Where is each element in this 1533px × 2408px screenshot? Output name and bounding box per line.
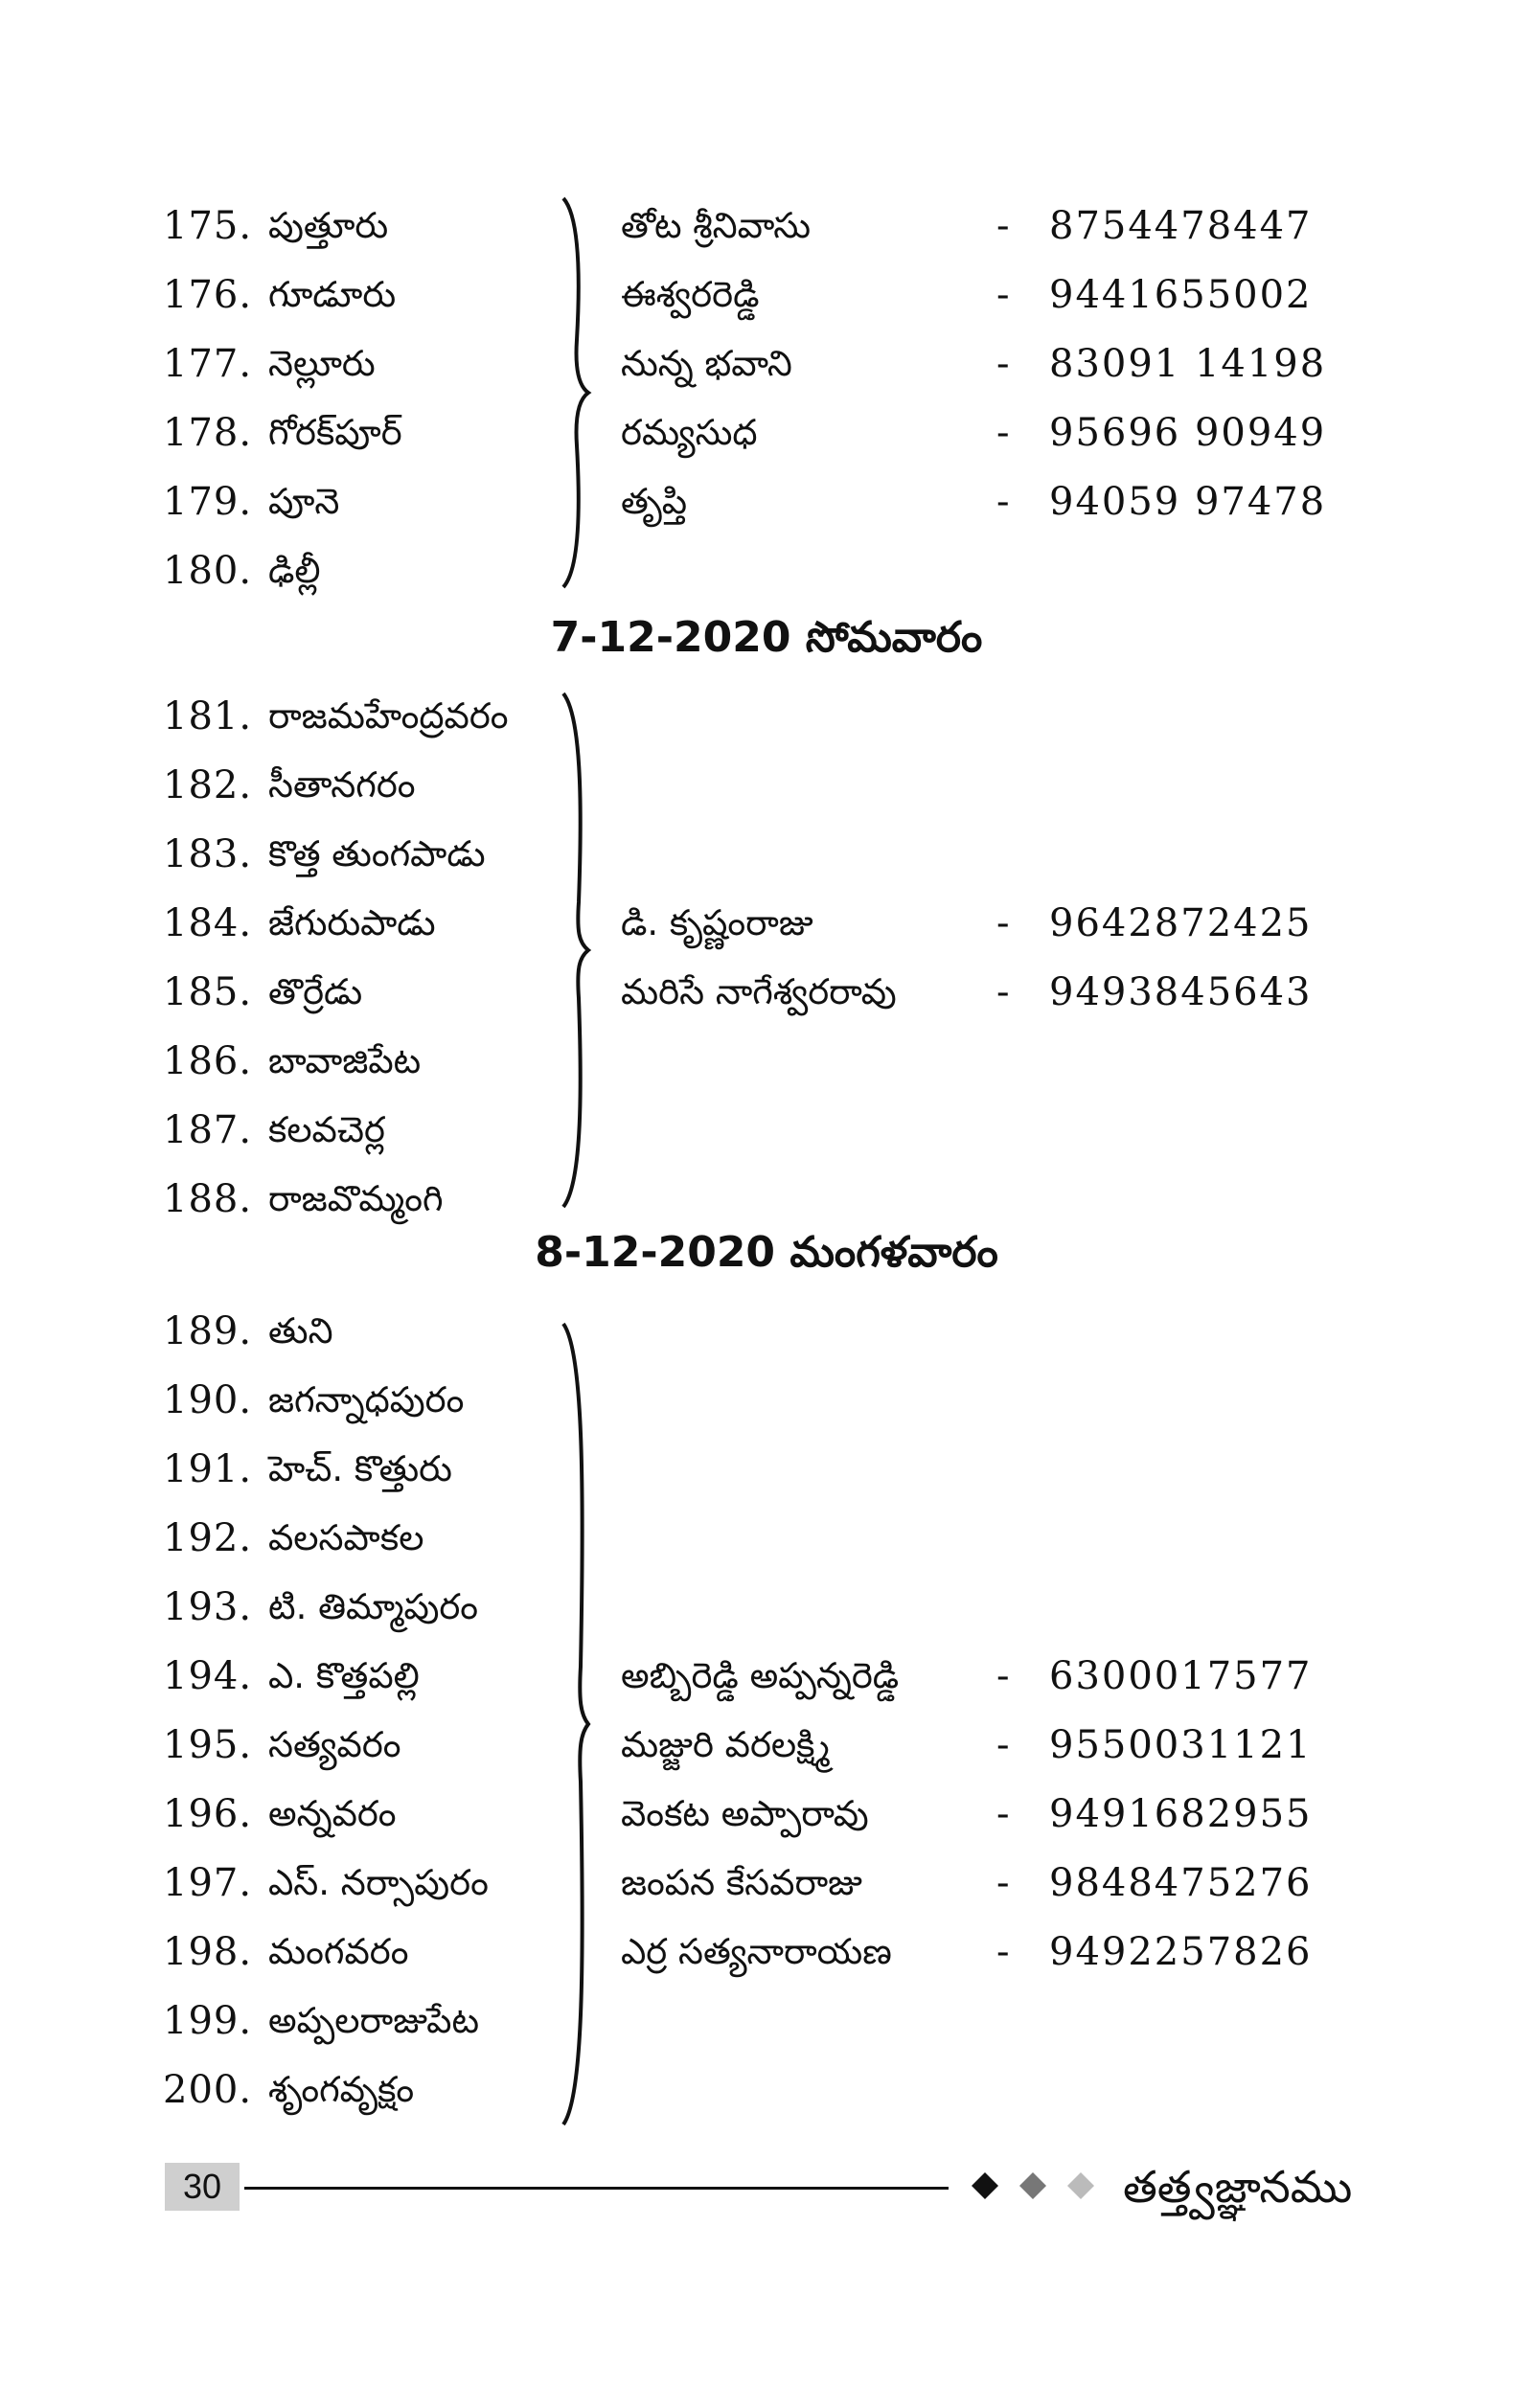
- entry-number: 190.: [163, 1378, 253, 1422]
- entry-number: 200.: [163, 2068, 253, 2112]
- list-item: [0, 1849, 1533, 1918]
- entry-number: 198.: [163, 1930, 253, 1974]
- place-name: ఎస్. నర్సాపురం: [268, 1862, 489, 1903]
- list-item: [0, 261, 1533, 329]
- list-item: [0, 1027, 1533, 1096]
- phone-number: 94059 97478: [1049, 480, 1327, 524]
- phone-number: 9493845643: [1049, 970, 1313, 1014]
- entry-number: 193.: [163, 1585, 253, 1629]
- separator-dash: -: [996, 1723, 1010, 1767]
- footer-rule: [244, 2187, 949, 2190]
- list-item: [0, 751, 1533, 820]
- footer-diamonds-ornament: [968, 2167, 1111, 2205]
- entry-number: 179.: [163, 480, 253, 524]
- list-item: [0, 1918, 1533, 1987]
- list-item: [0, 889, 1533, 958]
- list-item: [0, 398, 1533, 467]
- separator-dash: -: [996, 901, 1010, 945]
- phone-number: 9441655002: [1049, 273, 1313, 317]
- separator-dash: -: [996, 273, 1010, 317]
- list-item: [0, 1711, 1533, 1780]
- place-name: ఢిల్లీ: [268, 550, 321, 591]
- phone-number: 9492257826: [1049, 1930, 1313, 1974]
- entry-number: 181.: [163, 694, 253, 738]
- place-name: నెల్లూరు: [268, 343, 376, 384]
- list-item: [0, 1504, 1533, 1573]
- contact-person: మజ్జురి వరలక్ష్మి: [621, 1724, 830, 1765]
- phone-number: 9550031121: [1049, 1723, 1313, 1767]
- contact-person: నున్న భవాని: [621, 343, 792, 384]
- phone-number: 95696 90949: [1049, 411, 1327, 455]
- list-item: [0, 536, 1533, 605]
- place-name: కొత్త తుంగపాడు: [268, 833, 486, 875]
- entry-number: 197.: [163, 1861, 253, 1905]
- contact-person: మరిసే నాగేశ్వరరావు: [621, 971, 897, 1012]
- entry-number: 180.: [163, 549, 253, 593]
- place-name: టి. తిమ్మాపురం: [268, 1586, 479, 1627]
- place-name: సీతానగరం: [268, 764, 416, 806]
- entry-number: 196.: [163, 1792, 253, 1836]
- entry-number: 188.: [163, 1177, 253, 1221]
- phone-number: 9642872425: [1049, 901, 1313, 945]
- list-item: [0, 1435, 1533, 1504]
- date-heading-8-12-2020: 8-12-2020 మంగళవారం: [535, 1228, 998, 1277]
- entry-number: 175.: [163, 204, 253, 248]
- list-item: [0, 682, 1533, 751]
- separator-dash: -: [996, 1792, 1010, 1836]
- contact-person: డి. కృష్ణంరాజు: [621, 902, 813, 943]
- separator-dash: -: [996, 970, 1010, 1014]
- diamond-icon-dark: [972, 2172, 998, 2199]
- place-name: కలవచెర్ల: [268, 1109, 385, 1150]
- contact-person: తోట శ్రీనివాసు: [621, 205, 812, 246]
- list-item: [0, 467, 1533, 536]
- entry-number: 182.: [163, 763, 253, 807]
- entry-number: 186.: [163, 1039, 253, 1083]
- list-item: [0, 192, 1533, 261]
- date-heading-7-12-2020: 7-12-2020 సోమవారం: [550, 613, 983, 662]
- place-name: హెచ్. కొత్తురు: [268, 1448, 452, 1489]
- contact-person: రమ్యసుధ: [621, 412, 758, 453]
- place-name: అప్పలరాజుపేట: [268, 2000, 480, 2041]
- entry-number: 191.: [163, 1447, 253, 1491]
- phone-number: 8754478447: [1049, 204, 1313, 248]
- book-title: తత్త్వజ్ఞానము: [1123, 2161, 1353, 2213]
- entry-number: 176.: [163, 273, 253, 317]
- place-name: రాజవొమ్మంగి: [268, 1178, 444, 1219]
- phone-number: 9848475276: [1049, 1861, 1313, 1905]
- contact-person: అబ్బిరెడ్డి అప్పన్నరెడ్డి: [621, 1655, 900, 1696]
- diamond-icon-medium: [1019, 2172, 1046, 2199]
- place-name: వలసపాకల: [268, 1517, 424, 1558]
- list-item: [0, 2056, 1533, 2124]
- list-item: [0, 1573, 1533, 1642]
- list-item: [0, 1165, 1533, 1234]
- place-name: అన్నవరం: [268, 1793, 397, 1834]
- place-name: జగన్నాధపురం: [268, 1379, 465, 1420]
- separator-dash: -: [996, 1654, 1010, 1698]
- phone-number: 83091 14198: [1049, 342, 1327, 386]
- place-name: ఎ. కొత్తపల్లి: [268, 1655, 420, 1696]
- place-name: మంగవరం: [268, 1931, 409, 1972]
- list-item: [0, 820, 1533, 889]
- list-item: [0, 1297, 1533, 1366]
- contact-person: తృప్తి: [621, 481, 688, 522]
- entry-number: 195.: [163, 1723, 253, 1767]
- brace-section-3: [556, 1322, 594, 2126]
- diamond-icon-light: [1067, 2172, 1094, 2199]
- place-name: పుత్తూరు: [268, 205, 389, 246]
- page-number: 30: [165, 2163, 240, 2211]
- entry-number: 178.: [163, 411, 253, 455]
- place-name: గూడూరు: [268, 274, 397, 315]
- entry-number: 184.: [163, 901, 253, 945]
- contact-person: జంపన కేసవరాజు: [621, 1862, 862, 1903]
- place-name: సత్యవరం: [268, 1724, 401, 1765]
- entry-number: 189.: [163, 1309, 253, 1353]
- entry-number: 177.: [163, 342, 253, 386]
- entry-number: 185.: [163, 970, 253, 1014]
- separator-dash: -: [996, 1861, 1010, 1905]
- phone-number: 6300017577: [1049, 1654, 1313, 1698]
- list-item: [0, 329, 1533, 398]
- contact-person: ఈశ్వరరెడ్డి: [621, 274, 760, 315]
- place-name: గోరక్‌పూర్: [268, 412, 402, 453]
- phone-number: 9491682955: [1049, 1792, 1313, 1836]
- entry-number: 187.: [163, 1108, 253, 1152]
- place-name: జేగురుపాడు: [268, 902, 436, 943]
- entry-number: 194.: [163, 1654, 253, 1698]
- entry-number: 192.: [163, 1516, 253, 1560]
- place-name: బావాజిపేట: [268, 1040, 422, 1081]
- list-item: [0, 1096, 1533, 1165]
- separator-dash: -: [996, 1930, 1010, 1974]
- place-name: శృంగవృక్షం: [268, 2069, 415, 2110]
- separator-dash: -: [996, 342, 1010, 386]
- place-name: పూనె: [268, 481, 340, 522]
- place-name: తొర్రేడు: [268, 971, 363, 1012]
- brace-section-1: [556, 196, 594, 589]
- brace-section-2: [556, 692, 594, 1209]
- place-name: రాజమహేంద్రవరం: [268, 695, 509, 737]
- list-item: [0, 1780, 1533, 1849]
- contact-person: వెంకట అప్పారావు: [621, 1793, 869, 1834]
- contact-person: ఎర్ర సత్యనారాయణ: [621, 1931, 892, 1972]
- list-item: [0, 1987, 1533, 2056]
- separator-dash: -: [996, 480, 1010, 524]
- separator-dash: -: [996, 411, 1010, 455]
- separator-dash: -: [996, 204, 1010, 248]
- list-item: [0, 1366, 1533, 1435]
- entry-number: 183.: [163, 832, 253, 876]
- entry-number: 199.: [163, 1999, 253, 2043]
- place-name: తుని: [268, 1310, 333, 1352]
- list-item: [0, 958, 1533, 1027]
- list-item: [0, 1642, 1533, 1711]
